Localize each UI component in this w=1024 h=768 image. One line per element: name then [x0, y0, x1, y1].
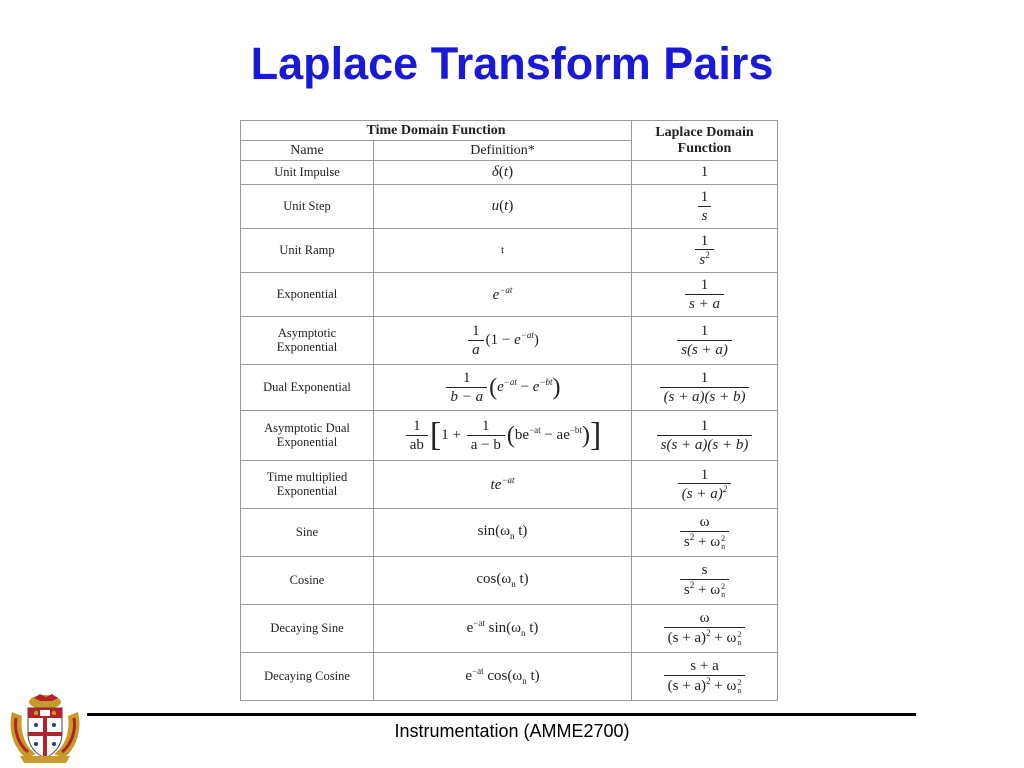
header-laplace-line2: Function: [677, 140, 732, 156]
row-laplace: s $s^2 + \omega$ 2 n: [632, 557, 778, 605]
table-row: [241, 273, 778, 317]
table-row: [241, 365, 778, 411]
row-name: Asymptotic Exponential: [241, 317, 374, 365]
table-row: [241, 653, 778, 701]
table-row: [241, 161, 778, 185]
row-definition: δ(t): [374, 161, 632, 185]
row-laplace: ω $s^2 + \omega$ 2 n: [632, 509, 778, 557]
table-row: [241, 185, 778, 229]
column-header-name: Name: [241, 141, 374, 161]
table-row: [241, 557, 778, 605]
row-name: Decaying Cosine: [241, 653, 374, 701]
row-definition: $e^{-at}$ $\sin(\omega_n$ t): [374, 605, 632, 653]
header-laplace-domain: [632, 121, 778, 161]
row-laplace: $\frac{1}{s(s + a)}$: [632, 317, 778, 365]
table-row: [241, 461, 778, 509]
row-name: Unit Step: [241, 185, 374, 229]
row-definition: $\frac{1}{a}$ $(1 - e^{-at})$: [374, 317, 632, 365]
row-laplace: $\frac{1}{s}$: [632, 185, 778, 229]
row-laplace: 1: [632, 161, 778, 185]
row-name: Time multiplied Exponential: [241, 461, 374, 509]
row-laplace: ω $(s + a)^2 + \omega$ 2 n: [632, 605, 778, 653]
row-name: Decaying Sine: [241, 605, 374, 653]
table-row: [241, 411, 778, 461]
row-name: Cosine: [241, 557, 374, 605]
row-laplace: s + a $(s + a)^2 + \omega$ 2 n: [632, 653, 778, 701]
row-definition: $e^{-at}$ $\cos(\omega_n$ t): [374, 653, 632, 701]
row-definition: $e^{-at}$: [374, 273, 632, 317]
row-definition: u(t): [374, 185, 632, 229]
slide-title: Laplace Transform Pairs: [250, 38, 774, 89]
row-definition: $\cos(\omega_n$ t): [374, 557, 632, 605]
column-header-definition: Definition*: [374, 141, 632, 161]
header-time-domain: Time Domain Function: [241, 121, 632, 141]
row-name: Asymptotic Dual Exponential: [241, 411, 374, 461]
table-row: [241, 229, 778, 273]
row-laplace: $\frac{1}{s^2}$: [632, 229, 778, 273]
header-laplace-line1: Laplace Domain: [655, 125, 754, 141]
table-row: [241, 509, 778, 557]
row-name: Unit Impulse: [241, 161, 374, 185]
row-laplace: $\frac{1}{s(s + a)(s + b)}$: [632, 411, 778, 461]
footer-divider: [87, 713, 916, 716]
row-laplace: $\frac{1}{s + a}$: [632, 273, 778, 317]
table-row: [241, 317, 778, 365]
row-laplace: $\frac{1}{(s + a)(s + b)}$: [632, 365, 778, 411]
laplace-table: [240, 120, 778, 701]
row-name: Exponential: [241, 273, 374, 317]
row-name: Unit Ramp: [241, 229, 374, 273]
table-row: [241, 605, 778, 653]
row-name: Sine: [241, 509, 374, 557]
row-definition: $\frac{1}{b - a}$ $(e^{-at} - e^{-bt})$: [374, 365, 632, 411]
row-definition: $\sin(\omega_n$ t): [374, 509, 632, 557]
row-definition: $te^{-at}$: [374, 461, 632, 509]
row-definition: t: [374, 229, 632, 273]
row-name: Dual Exponential: [241, 365, 374, 411]
row-laplace: $\frac{1}{(s + a)^2}$: [632, 461, 778, 509]
footer-course-label: Instrumentation (AMME2700): [394, 721, 630, 741]
laplace-table-container: [240, 120, 777, 696]
row-definition: $\frac{1}{ab}$ [1 + $\frac{1}{a - b}$ $(be^{-at} - ae^{-bt})$]: [374, 411, 632, 461]
